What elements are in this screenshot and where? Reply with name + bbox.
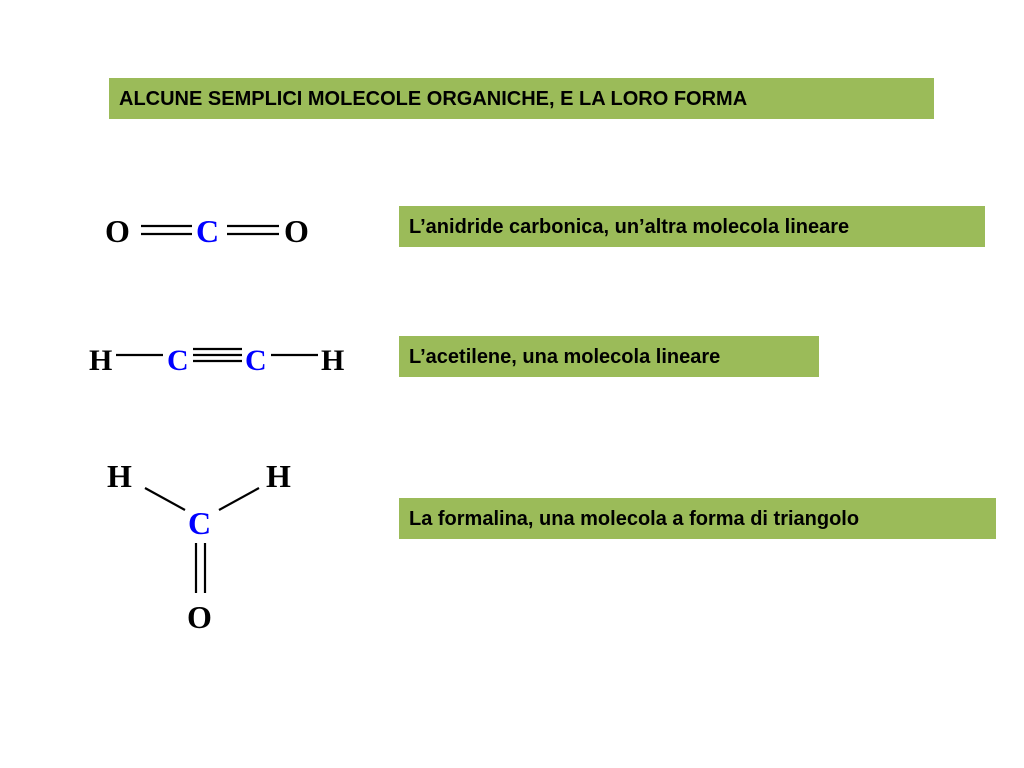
- acetylene-structure: [89, 344, 344, 377]
- formalin-bond-right: [219, 488, 259, 510]
- co2-caption-text: L’anidride carbonica, un’altra molecola lineare: [409, 215, 850, 238]
- co2-structure: [105, 213, 309, 249]
- co2-atom-oxygen-left: O: [105, 213, 130, 249]
- formalin-atom-hydrogen-left: H: [107, 458, 132, 494]
- formalin-atom-oxygen: O: [187, 599, 212, 635]
- formalin-caption-text: La formalina, una molecola a forma di triangolo: [409, 507, 860, 530]
- acetylene-atom-carbon-right: C: [245, 344, 267, 377]
- formalin-structure: [107, 458, 291, 635]
- acetylene-atom-hydrogen-right: H: [321, 344, 345, 377]
- co2-atom-carbon: C: [196, 213, 220, 249]
- formalin-atom-carbon: C: [188, 505, 212, 541]
- co2-atom-oxygen-right: O: [284, 213, 309, 249]
- acetylene-atom-hydrogen-left: H: [89, 344, 113, 377]
- acetylene-caption-text: L’acetilene, una molecola lineare: [409, 345, 721, 368]
- formalin-atom-hydrogen-right: H: [266, 458, 291, 494]
- acetylene-atom-carbon-left: C: [167, 344, 189, 377]
- formalin-bond-left: [145, 488, 185, 510]
- slide-title-text: ALCUNE SEMPLICI MOLECOLE ORGANICHE, E LA LORO FORMA: [119, 87, 748, 110]
